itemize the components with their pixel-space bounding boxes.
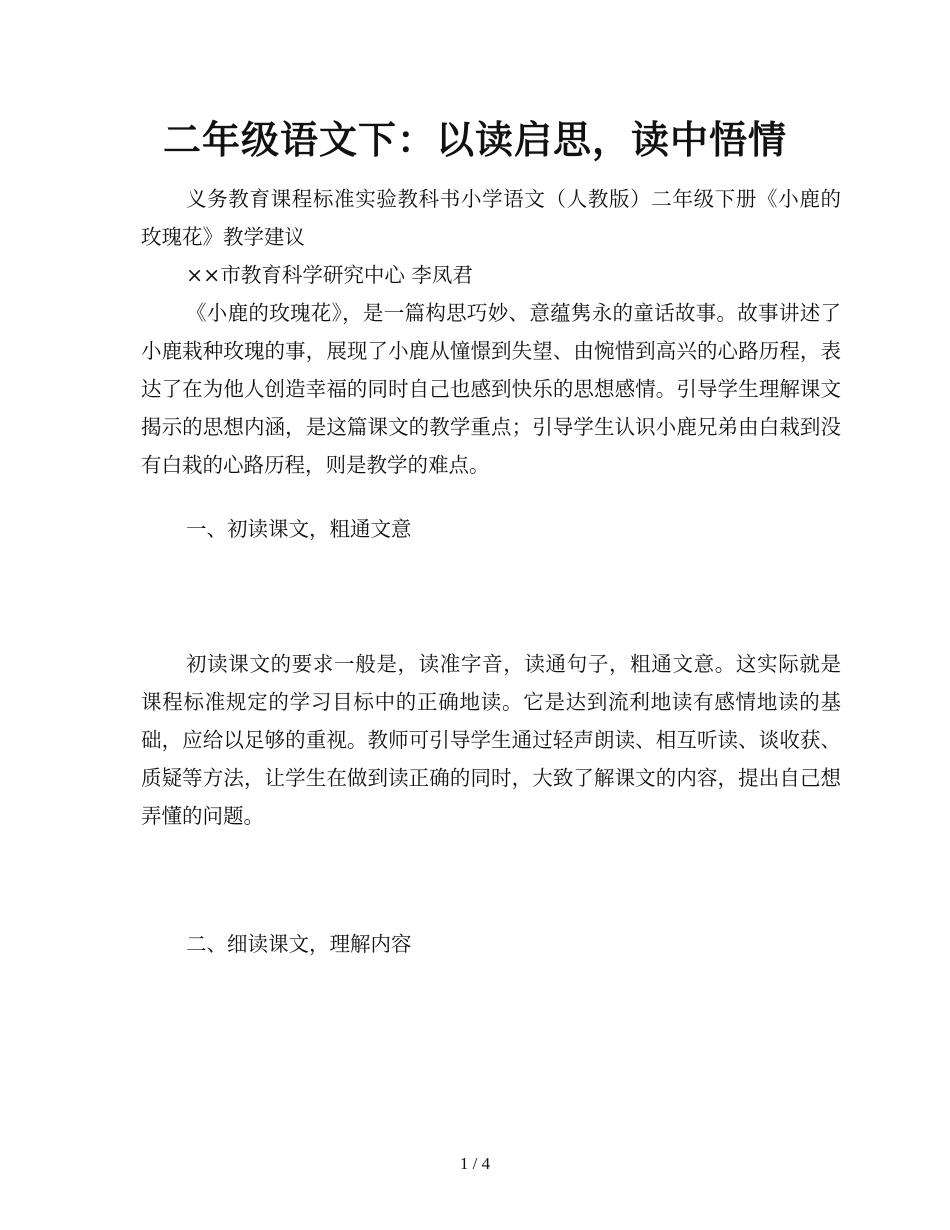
section-heading-2: 二、细读课文，理解内容 <box>186 932 412 956</box>
subtitle-paragraph: 义务教育课程标准实验教科书小学语文（人教版）二年级下册《小鹿的玫瑰花》教学建议 <box>141 187 841 249</box>
section-body-1: 初读课文的要求一般是，读准字音，读通句子，粗通文意。这实际就是课程标准规定的学习目标中的正确地读。它是达到流利地读有感情地读的基础，应给以足够的重视。教师可引导学生通过轻声朗读、相互听读、谈收获、质疑等方法，让学生在做到读正确的同时，大致了解课文的内容，提出自己想弄懂的问题。 <box>141 652 841 828</box>
intro-paragraph: 《小鹿的玫瑰花》，是一篇构思巧妙、意蕴隽永的童话故事。故事讲述了小鹿栽种玫瑰的事，展现了小鹿从憧憬到失望、由惋惜到高兴的心路历程，表达了在为他人创造幸福的同时自己也感到快乐的思想感情。引导学生理解课文揭示的思想内涵，是这篇课文的教学重点；引导学生认识小鹿兄弟由白栽到没有白栽的心路历程，则是教学的难点。 <box>141 301 841 477</box>
page-number: 1 / 4 <box>459 1154 491 1173</box>
author-line: ××市教育科学研究中心 李凤君 <box>186 263 473 287</box>
document-title: 二年级语文下：以读启思，读中悟情 <box>162 118 787 162</box>
section-heading-1: 一、初读课文，粗通文意 <box>186 517 412 541</box>
